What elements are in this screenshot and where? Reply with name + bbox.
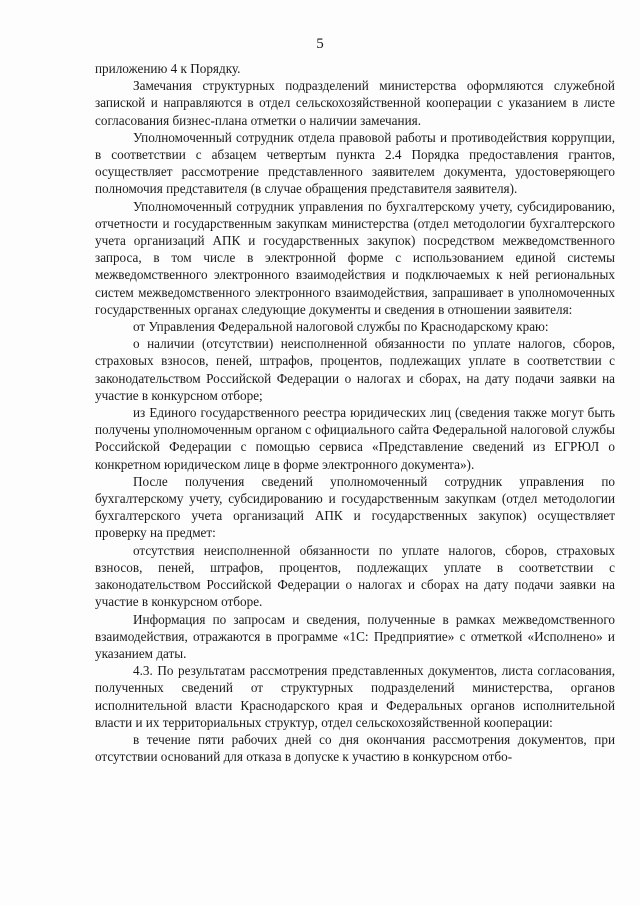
- document-body: [95, 60, 615, 765]
- paragraph-6: о наличии (отсутствии) неисполненной обязанности по уплате налогов, сборов, страховых взносов, пеней, штрафов, процентов, подлежащих уплате в соответствии с законодательством Российской Федерации о налогах и сборах, на дату подачи заявки на участие в конкурсном отборе;: [95, 336, 615, 403]
- paragraph-4: Уполномоченный сотрудник управления по бухгалтерскому учету, субсидированию, отчетности и государственным закупкам министерства (отдел методологии бухгалтерского учета организаций АПК и государственных закупок) посредством межведомственного запроса, в том числе в электронной форме с использованием единой системы межведомственного электронного взаимодействия и подключаемых к ней региональных систем межведомственного электронного взаимодействия, запрашивает в уполномоченных государственных органах следующие документы и сведения в отношении заявителя:: [95, 198, 615, 317]
- paragraph-8: После получения сведений уполномоченный сотрудник управления по бухгалтерскому учету, субсидированию и государственным закупкам (отдел методологии бухгалтерского учета организаций АПК и государственных закупок) осуществляет проверку на предмет:: [95, 473, 615, 541]
- paragraph-5: от Управления Федеральной налоговой службы по Краснодарскому краю:: [133, 319, 549, 335]
- paragraph-1: приложению 4 к Порядку.: [95, 61, 241, 76]
- paragraph-11: 4.3. По результатам рассмотрения представленных документов, листа согласования, полученных сведений от структурных подразделений министерства, органов исполнительной власти Краснодарского края и Федеральных органов исполнительной власти и их территориальных структур, отдел сельскохозяйственной кооперации:: [95, 663, 615, 730]
- paragraph-12: в течение пяти рабочих дней со дня окончания рассмотрения документов, при отсутствии оснований для отказа в допуске к участию в конкурсном отбо-: [95, 731, 615, 765]
- paragraph-9: отсутствия неисполненной обязанности по уплате налогов, сборов, страховых взносов, пеней, штрафов, процентов, подлежащих уплате в соответствии с законодательством Российской Федерации о налогах и сборах на дату подачи заявки на участие в конкурсном отборе.: [95, 542, 615, 610]
- paragraph-7: из Единого государственного реестра юридических лиц (сведения также могут быть получены уполномоченным органом с официального сайта Федеральной налоговой службы Российской Федерации с помощью сервиса «Представление сведений из ЕГРЮЛ о конкретном юридическом лице в форме электронного документа»).: [95, 405, 615, 472]
- paragraph-2: Замечания структурных подразделений министерства оформляются служебной запиской и направляются в отдел сельскохозяйственной кооперации с указанием в листе согласования бизнес-плана отметки о наличии замечания.: [95, 78, 615, 128]
- paragraph-3: Уполномоченный сотрудник отдела правовой работы и противодействия коррупции, в соответствии с абзацем четвертым пункта 2.4 Порядка предоставления грантов, осуществляет рассмотрение представленного заявителем документа, удостоверяющего полномочия представителя (в случае обращения представителя заявителя).: [95, 129, 615, 197]
- page-number: 5: [316, 36, 324, 52]
- paragraph-10: Информация по запросам и сведения, полученные в рамках межведомственного взаимодействия, отражаются в программе «1С: Предприятие» с отметкой «Исполнено» и указанием даты.: [95, 611, 615, 661]
